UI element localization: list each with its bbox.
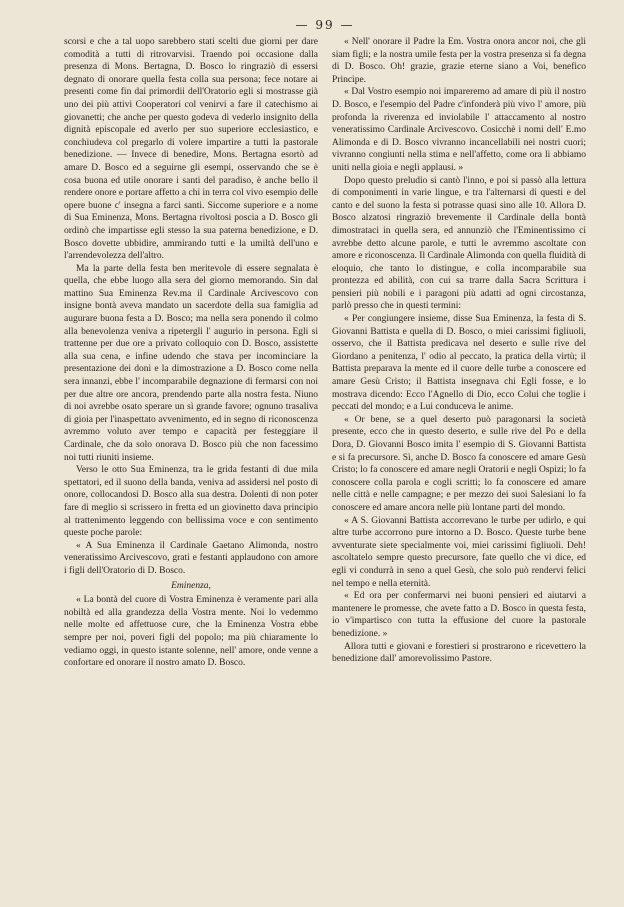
paragraph: Verso le otto Sua Eminenza, tra le grida festanti di due mila spettatori, ed il suono della banda, veniva ad assidersi nel posto di onore, collocandosi D. Bosco alla sua destra. Dolenti di non poter fare di meglio si scrissero in fretta ed un giovinetto dava principio al trattenimento leggendo con bellissima voce e con sentimento queste poche parole: xyxy=(64,465,318,539)
section-heading: Eminenza, xyxy=(171,580,211,591)
paragraph: scorsi e che a tal uopo sarebbero stati scelti due giorni per dare comodità a tutti di ritrovarvisi. Traendo poi occasione dalla presenza di Mons. Bertagna, D. Bosco lo ringraziò di essersi degnato di onorare quella festa colla sua persona; fece notare ai presenti come fin dai primordii dell'Oratorio egli si mostrasse già uno dei più attivi Cooperatori col venirvi a fare il catechismo ai giovanetti; che anche per questo godeva di vederlo insignito della dignità episcopale ed averlo per suo superiore ecclesiastico, e conchiudeva col pregarlo di volere impartire a tutti la pastorale benedizione. — Invece di benedire, Mons. Bertagna esortò ad amare D. Bosco ed a seguirne gli esempi, osservando che se è cosa buona ed utile onorare i santi del paradiso, è anche bello il rendere onore e portare affetto a chi in terra col vivo esempio delle opere buone c' insegna a farci santi. Siccome superiore e a nome di Sua Eminenza, Mons. Bertagna rivoltosi poscia a D. Bosco gli ordinò che impartisse egli stesso la sua paterna benedizione, e D. Bosco dovette ubbidire, ammirando tutti e la umiltà dell'uno e l'arrendevolezza dell'altro. xyxy=(64,37,318,262)
left-column xyxy=(64,36,318,670)
paragraph: « Ed ora per confermarvi nei buoni pensieri ed aiutarvi a mantenere le promesse, che avete fatto a D. Bosco in questa festa, io v'impartisco con tutta la effusione del cuore la pastorale benedizione. » xyxy=(332,591,586,639)
right-column xyxy=(332,36,586,670)
paragraph: « Nell' onorare il Padre la Em. Vostra onora ancor noi, che gli siam figli; e la nostra umile festa per la vostra presenza si fa degna di D. Bosco. Oh! grazie, grazie eterne siano a Voi, benefico Principe. xyxy=(332,37,586,85)
paragraph: Dopo questo preludio si cantò l'inno, e poi si passò alla lettura di componimenti in varie lingue, e tra l'alternarsi di questi e del canto e del suono la festa si potrasse quasi sino alle 10. Allora D. Bosco alzatosi ringraziò brevemente il Cardinale della bontà dimostrataci in quella sera, ed annunziò che l'Eminentissimo ci avrebbe detto alcune parole, e tutti le avremmo ascoltate con amore e riconoscenza. Il Cardinale Alimonda con quella fluidità di eloquio, che tanto lo distingue, e colla incomparabile sua prontezza ed abilità, con cui sa trarre dalla Sacra Scrittura i pensieri più nobili e i paragoni più adatti ad ogni circostanza, parlò presso che in questi termini: xyxy=(332,175,586,312)
page-number: — 99 — xyxy=(295,18,355,32)
paragraph: « Or bene, se a quel deserto può paragonarsi la società presente, ecco che in questo deserto, e sulle rive del Po e della Dora, D. Giovanni Bosco imita l' esempio di S. Giovanni Battista e si fa precursore. Sì, anche D. Bosco fa conoscere ed amare Gesù Cristo; lo fa conoscere ed amare negli Oratorii e negli Ospizi; lo fa conoscere colla parola e cogli scritti; lo fa conoscere ed amare nelle città e nelle campagne; e per mezzo dei suoi Salesiani lo fa conoscere ed amare ancora nelle più lontane parti del mondo. xyxy=(332,414,586,513)
paragraph: « A Sua Eminenza il Cardinale Gaetano Alimonda, nostro veneratissimo Arcivescovo, grati e festanti applaudono con amore i figli dell'Oratorio di D. Bosco. xyxy=(64,540,318,576)
text-columns xyxy=(64,36,586,670)
paragraph: Allora tutti e giovani e forestieri si prostrarono e ricevettero la benedizione dall' amorevolissimo Pastore. xyxy=(332,641,586,665)
paragraph: « Per congiungere insieme, disse Sua Eminenza, la festa di S. Giovanni Battista e quella di D. Bosco, o miei carissimi figliuoli, osservo, che il Battista predicava nel deserto e sulle rive del Giordano a penitenza, l' odio al peccato, la pratica della virtù; il Battista preparava la mente ed il cuore delle turbe a conoscere ed amare Gesù Cristo; il Battista insegnava chi Egli fosse, e lo mostrava dicendo: Ecco l'Agnello di Dio, ecco Colui che toglie i peccati del mondo; e a Lui conduceva le anime. xyxy=(332,314,586,413)
paragraph: « Dal Vostro esempio noi impareremo ad amare di più il nostro D. Bosco, e l'esempio del Padre c'infonderà più vivo l' amore, più profonda la riverenza ed inviolabile l' attaccamento al nostro veneratissimo Cardinale Arcivescovo. Cosicchè i nomi dell' E.mo Alimonda e di D. Bosco vivranno incancellabili nei nostri cuori; vivranno congiunti nella stima e nell'affetto, come ora li abbiamo uniti nella gioia e negli applausi. » xyxy=(332,87,586,173)
paragraph: « La bontà del cuore di Vostra Eminenza è veramente pari alla nobiltà ed alla grandezza della Vostra mente. Noi lo vedemmo nelle molte ed affettuose cure, che la Eminenza Vostra ebbe sempre per noi, poveri figli del popolo; ma più chiaramente lo vediamo oggi, in questo istante solenne, nell' amore, onde venne a confortare ed onorare il nostro amato D. Bosco. xyxy=(64,595,318,669)
paragraph: Ma la parte della festa ben meritevole di essere segnalata è quella, che ebbe luogo alla sera del giorno memorando. Sin dal mattino Sua Eminenza Rev.ma il Cardinale Arcivescovo con insigne bontà aveva mandato un sacerdote della sua famiglia ad augurare buona festa a D. Bosco; ma nella sera ponendo il colmo alla benevolenza veniva a ripetergli l' augurio in persona. Egli si trattenne per due ore a privato colloquio con D. Bosco, assistette alla sua cena, e infine udendo che stava per incominciare la presentazione dei doni e la dimostrazione a D. Bosco come nella sera innanzi, ebbe l' incomparabile degnazione di fermarsi con noi per due altre ore ancora, prendendo parte alla nostra festa. Niuno di noi avrebbe osato sperare un sì grande favore; ognuno trasaliva di gioia per l'inaspettato avvenimento, ed in segno di riconoscenza avremmo voluto aver tempo e capacità per festeggiare il Cardinale, che da solo onorava D. Bosco più che non facessimo noi tutti riuniti insieme. xyxy=(64,263,318,463)
paragraph: « A S. Giovanni Battista accorrevano le turbe per udirlo, e qui altre turbe accorrono pure intorno a D. Bosco. Queste turbe bene avventurate siete specialmente voi, miei carissimi figliuoli. Deh! ascoltatelo sempre questo precursore, fate quello che vi dice, ed egli vi condurrà in seno a quel Gesù, che solo può rendervi felici nel tempo e nella eternità. xyxy=(332,515,586,589)
